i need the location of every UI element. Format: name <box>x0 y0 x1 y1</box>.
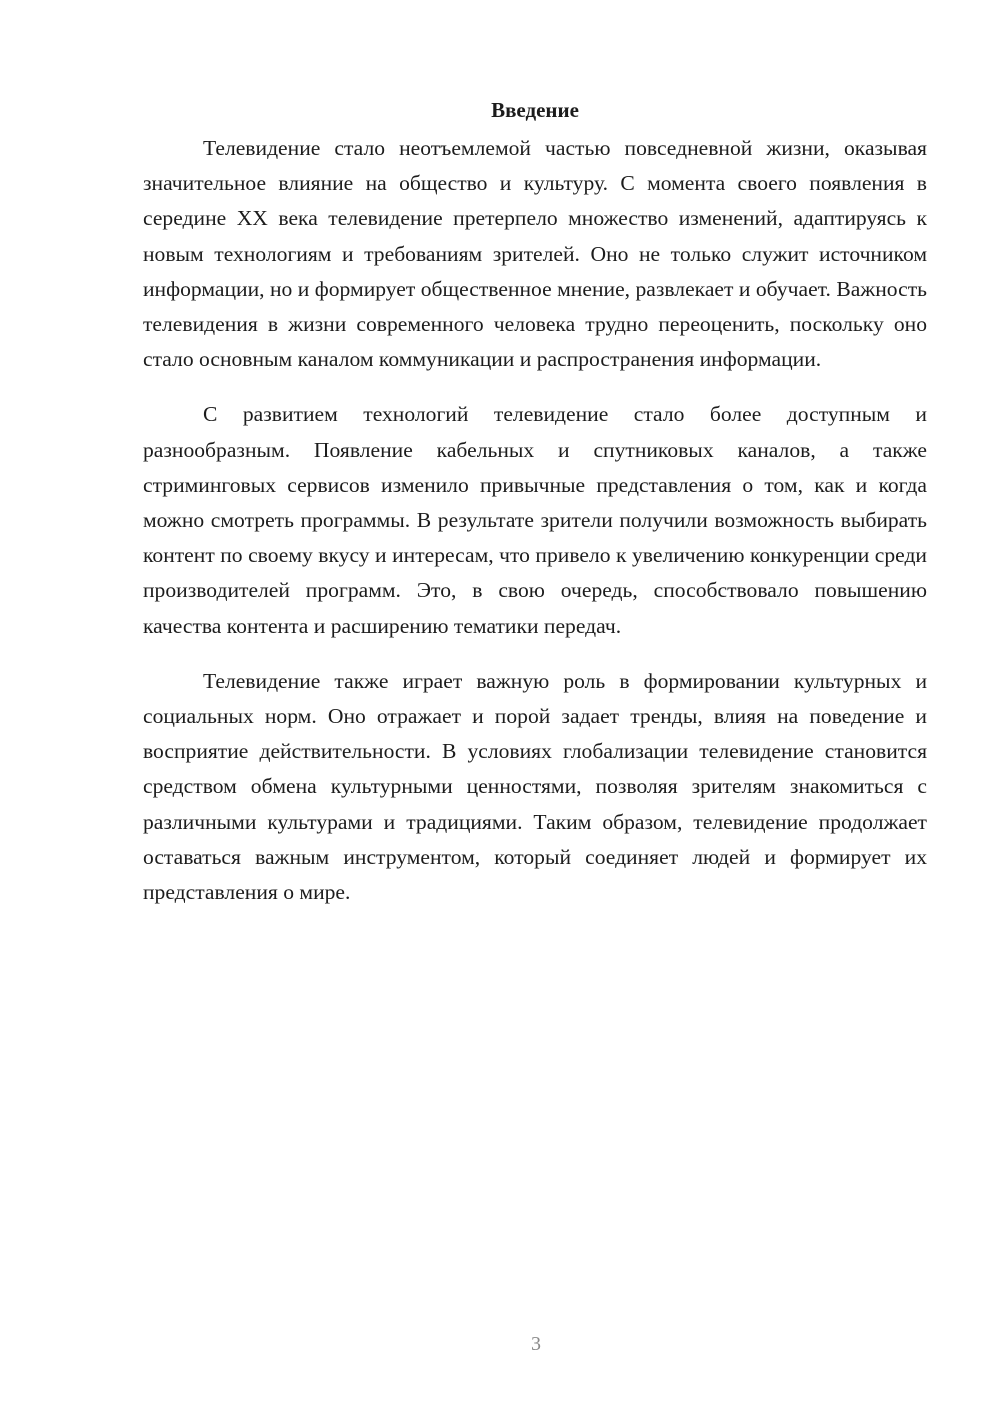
page-number: 3 <box>531 1333 541 1355</box>
paragraph-3: Телевидение также играет важную роль в формировании культурных и социальных норм. Оно отражает и порой задает тренды, влияя на поведение и восприятие действительности. В условиях глобализации телевидение становится средством обмена культурными ценностями, позволяя зрителям знакомиться с различными культурами и традициями. Таким образом, телевидение продолжает оставаться важным инструментом, который соединяет людей и формирует их представления о мире. <box>143 668 927 905</box>
page-content <box>143 93 927 910</box>
paragraph-1: Телевидение стало неотъемлемой частью повседневной жизни, оказывая значительное влияние на общество и культуру. С момента своего появления в середине XX века телевидение претерпело множество изменений, адаптируясь к новым технологиям и требованиям зрителей. Оно не только служит источником информации, но и формирует общественное мнение, развлекает и обучает. Важность телевидения в жизни современного человека трудно переоценить, поскольку оно стало основным каналом коммуникации и распространения информации. <box>143 136 927 372</box>
paragraph-2: С развитием технологий телевидение стало более доступным и разнообразным. Появление кабельных и спутниковых каналов, а также стриминговых сервисов изменило привычные представления о том, как и когда можно смотреть программы. В результате зрители получили возможность выбирать контент по своему вкусу и интересам, что привело к увеличению конкуренции среди производителей программ. Это, в свою очередь, способствовало повышению качества контента и расширению тематики передач. <box>143 402 927 638</box>
page-title: Введение <box>491 98 579 122</box>
